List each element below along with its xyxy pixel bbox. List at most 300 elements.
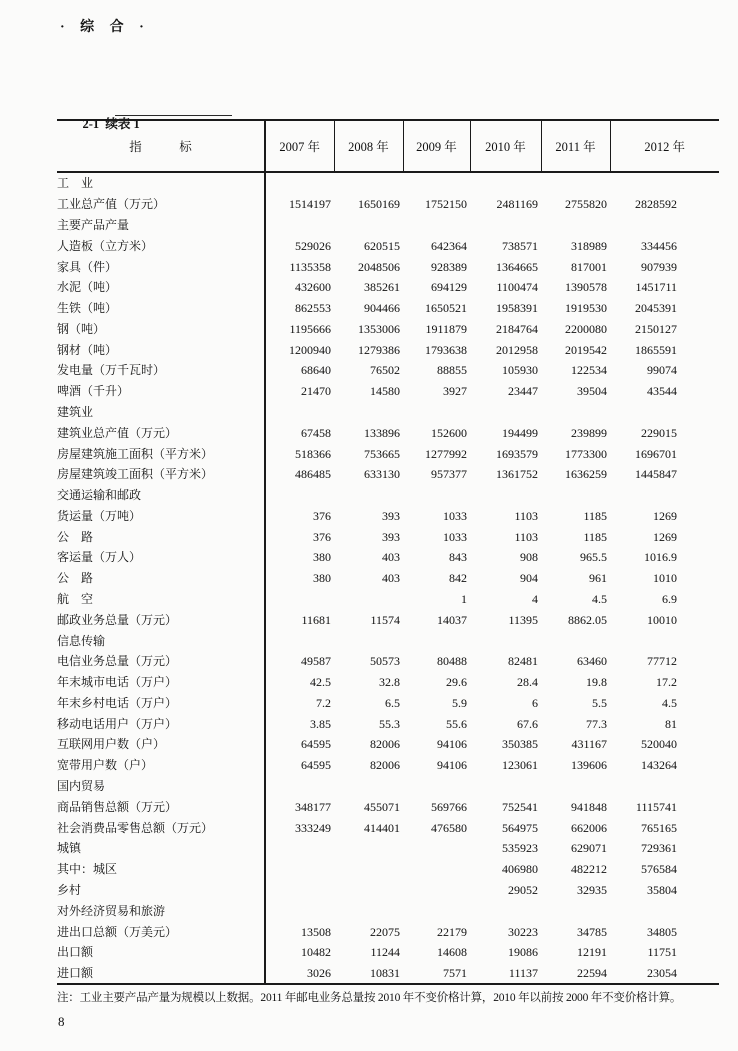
- indicator-column-header: 指 标: [57, 120, 265, 172]
- value-cell: 2481169: [496, 197, 538, 212]
- value-cell: 67.6: [517, 716, 538, 731]
- value-cell: 2828592: [635, 197, 677, 212]
- value-cell: 1269: [653, 508, 677, 523]
- value-cell: 4: [532, 592, 538, 607]
- value-cell: 965.5: [580, 550, 607, 565]
- statistics-table: [57, 119, 719, 985]
- value-cell: 376: [313, 508, 331, 523]
- value-cell: 1958391: [496, 301, 538, 316]
- value-cell: 67458: [301, 425, 331, 440]
- value-cell: 752541: [502, 799, 538, 814]
- value-cell: [610, 172, 719, 194]
- table-row: [57, 526, 719, 547]
- table-row: [57, 672, 719, 693]
- indicator-cell: 工业总产值（万元）: [57, 194, 265, 215]
- value-cell: [403, 485, 470, 506]
- value-cell: [470, 776, 541, 797]
- value-cell: [334, 215, 403, 236]
- indicator-cell: 交通运输和邮政: [57, 485, 265, 506]
- value-cell: 1277992: [425, 446, 467, 461]
- value-cell: [541, 215, 610, 236]
- indicator-cell: 社会消费品零售总额（万元）: [57, 817, 265, 838]
- value-cell: 6.5: [385, 695, 400, 710]
- value-cell: 842: [449, 571, 467, 586]
- indicator-cell: 信息传输: [57, 630, 265, 651]
- value-cell: 7.2: [316, 695, 331, 710]
- value-cell: 476580: [431, 820, 467, 835]
- value-cell: 10482: [301, 945, 331, 960]
- value-cell: 34785: [577, 924, 607, 939]
- table-row: [57, 339, 719, 360]
- value-cell: 1865591: [635, 342, 677, 357]
- value-cell: [265, 485, 334, 506]
- value-cell: 1269: [653, 529, 677, 544]
- value-cell: 1636259: [565, 467, 607, 482]
- year-column-header-2008: 2008 年: [334, 120, 403, 172]
- value-cell: 904: [520, 571, 538, 586]
- indicator-cell: 主要产品产量: [57, 215, 265, 236]
- value-cell: 14580: [370, 384, 400, 399]
- table-row: [57, 568, 719, 589]
- value-cell: 88855: [437, 363, 467, 378]
- table-row: [57, 755, 719, 776]
- value-cell: 1752150: [425, 197, 467, 212]
- indicator-cell: 水泥（吨）: [57, 277, 265, 298]
- value-cell: 576584: [641, 862, 677, 877]
- table-row: [57, 609, 719, 630]
- value-cell: 904466: [364, 301, 400, 316]
- indicator-cell: 啤酒（千升）: [57, 381, 265, 402]
- value-cell: 765165: [641, 820, 677, 835]
- value-cell: 3.85: [310, 716, 331, 731]
- value-cell: 482212: [571, 862, 607, 877]
- table-row: [57, 506, 719, 527]
- value-cell: 12191: [577, 945, 607, 960]
- value-cell: [610, 402, 719, 423]
- value-cell: 1773300: [565, 446, 607, 461]
- value-cell: 55.3: [379, 716, 400, 731]
- value-cell: 3927: [443, 384, 467, 399]
- table-row: [57, 651, 719, 672]
- value-cell: [541, 485, 610, 506]
- value-cell: 2184764: [496, 321, 538, 336]
- value-cell: 11574: [370, 612, 400, 627]
- value-cell: [265, 838, 334, 859]
- value-cell: [265, 630, 334, 651]
- value-cell: 629071: [571, 841, 607, 856]
- value-cell: 19.8: [586, 675, 607, 690]
- table-row: [57, 443, 719, 464]
- table-row: [57, 796, 719, 817]
- value-cell: [403, 838, 470, 859]
- indicator-cell: 互联网用户数（户）: [57, 734, 265, 755]
- indicator-cell: 其中：城区: [57, 859, 265, 880]
- table-row: [57, 713, 719, 734]
- value-cell: 229015: [641, 425, 677, 440]
- value-cell: 14037: [437, 612, 467, 627]
- value-cell: 1135358: [289, 259, 331, 274]
- indicator-cell: 城镇: [57, 838, 265, 859]
- value-cell: 1650169: [358, 197, 400, 212]
- indicator-cell: 航 空: [57, 589, 265, 610]
- value-cell: 694129: [431, 280, 467, 295]
- value-cell: 152600: [431, 425, 467, 440]
- value-cell: 7571: [443, 966, 467, 981]
- value-cell: 76502: [370, 363, 400, 378]
- value-cell: 380: [313, 571, 331, 586]
- value-cell: [403, 859, 470, 880]
- table-row: [57, 464, 719, 485]
- value-cell: 569766: [431, 799, 467, 814]
- value-cell: 55.6: [446, 716, 467, 731]
- indicator-cell: 生铁（吨）: [57, 298, 265, 319]
- value-cell: 64595: [301, 758, 331, 773]
- value-cell: 350385: [502, 737, 538, 752]
- table-row: [57, 194, 719, 215]
- table-row: [57, 422, 719, 443]
- value-cell: [334, 172, 403, 194]
- value-cell: 1185: [583, 508, 607, 523]
- value-cell: 318989: [571, 238, 607, 253]
- value-cell: [265, 900, 334, 921]
- value-cell: 957377: [431, 467, 467, 482]
- value-cell: [334, 880, 403, 901]
- value-cell: 843: [449, 550, 467, 565]
- value-cell: 2012958: [496, 342, 538, 357]
- value-cell: [470, 900, 541, 921]
- value-cell: 642364: [431, 238, 467, 253]
- indicator-cell: 年末乡村电话（万户）: [57, 693, 265, 714]
- value-cell: [470, 215, 541, 236]
- table-body: [57, 172, 719, 984]
- year-column-header-2007: 2007 年: [265, 120, 334, 172]
- value-cell: 403: [382, 571, 400, 586]
- value-cell: 49587: [301, 654, 331, 669]
- value-cell: [265, 776, 334, 797]
- value-cell: 1115741: [635, 799, 677, 814]
- value-cell: 385261: [364, 280, 400, 295]
- value-cell: [403, 900, 470, 921]
- page-header: · 综 合 ·: [60, 20, 150, 35]
- value-cell: 94106: [437, 758, 467, 773]
- table-row: [57, 381, 719, 402]
- table-row: [57, 880, 719, 901]
- value-cell: [541, 776, 610, 797]
- indicator-cell: 公 路: [57, 526, 265, 547]
- value-cell: 455071: [364, 799, 400, 814]
- year-column-header-2009: 2009 年: [403, 120, 470, 172]
- value-cell: 2200080: [565, 321, 607, 336]
- value-cell: 564975: [502, 820, 538, 835]
- value-cell: 738571: [502, 238, 538, 253]
- table-row: [57, 838, 719, 859]
- value-cell: 35804: [647, 882, 677, 897]
- value-cell: 43544: [647, 384, 677, 399]
- value-cell: 518366: [295, 446, 331, 461]
- value-cell: 1016.9: [644, 550, 677, 565]
- value-cell: [334, 630, 403, 651]
- value-cell: [265, 215, 334, 236]
- value-cell: 403: [382, 550, 400, 565]
- table-row: [57, 817, 719, 838]
- indicator-cell: 家具（件）: [57, 256, 265, 277]
- value-cell: 1361752: [496, 467, 538, 482]
- value-cell: 1353006: [358, 321, 400, 336]
- indicator-cell: 发电量（万千瓦时）: [57, 360, 265, 381]
- value-cell: 63460: [577, 654, 607, 669]
- indicator-cell: 房屋建筑施工面积（平方米）: [57, 443, 265, 464]
- value-cell: 133896: [364, 425, 400, 440]
- value-cell: 82006: [370, 758, 400, 773]
- value-cell: [610, 215, 719, 236]
- value-cell: [470, 402, 541, 423]
- value-cell: [265, 402, 334, 423]
- value-cell: 928389: [431, 259, 467, 274]
- value-cell: 6: [532, 695, 538, 710]
- value-cell: 432600: [295, 280, 331, 295]
- indicator-cell: 人造板（立方米）: [57, 235, 265, 256]
- value-cell: [403, 402, 470, 423]
- value-cell: 21470: [301, 384, 331, 399]
- value-cell: 139606: [571, 758, 607, 773]
- value-cell: 1650521: [425, 301, 467, 316]
- year-column-header-2010: 2010 年: [470, 120, 541, 172]
- value-cell: 1364665: [496, 259, 538, 274]
- indicator-cell: 货运量（万吨）: [57, 506, 265, 527]
- value-cell: 1103: [514, 529, 538, 544]
- table-row: [57, 298, 719, 319]
- value-cell: 941848: [571, 799, 607, 814]
- value-cell: 1033: [443, 508, 467, 523]
- value-cell: 11137: [508, 966, 538, 981]
- value-cell: 39504: [577, 384, 607, 399]
- value-cell: 662006: [571, 820, 607, 835]
- value-cell: 1793638: [425, 342, 467, 357]
- value-cell: 22075: [370, 924, 400, 939]
- value-cell: 14608: [437, 945, 467, 960]
- value-cell: 10010: [647, 612, 677, 627]
- value-cell: 393: [382, 529, 400, 544]
- value-cell: 2150127: [635, 321, 677, 336]
- section-row: [57, 776, 719, 797]
- value-cell: 122534: [571, 363, 607, 378]
- value-cell: 535923: [502, 841, 538, 856]
- value-cell: 77.3: [586, 716, 607, 731]
- value-cell: 1100474: [496, 280, 538, 295]
- table-row: [57, 547, 719, 568]
- value-cell: [470, 630, 541, 651]
- value-cell: 333249: [295, 820, 331, 835]
- value-cell: 907939: [641, 259, 677, 274]
- value-cell: 1103: [514, 508, 538, 523]
- table-label-underline: [115, 115, 232, 116]
- value-cell: 1919530: [565, 301, 607, 316]
- value-cell: [265, 172, 334, 194]
- value-cell: 4.5: [592, 592, 607, 607]
- value-cell: 17.2: [656, 675, 677, 690]
- value-cell: [541, 172, 610, 194]
- value-cell: 6.9: [662, 592, 677, 607]
- value-cell: [541, 630, 610, 651]
- year-column-header-2012: 2012 年: [610, 120, 719, 172]
- table-row: [57, 859, 719, 880]
- value-cell: 32.8: [379, 675, 400, 690]
- indicator-cell: 宽带用户数（户）: [57, 755, 265, 776]
- value-cell: 753665: [364, 446, 400, 461]
- value-cell: 1200940: [289, 342, 331, 357]
- value-cell: 2019542: [565, 342, 607, 357]
- indicator-cell: 电信业务总量（万元）: [57, 651, 265, 672]
- value-cell: [334, 402, 403, 423]
- table-row: [57, 256, 719, 277]
- value-cell: 32935: [577, 882, 607, 897]
- value-cell: 81: [665, 716, 677, 731]
- table-row: [57, 318, 719, 339]
- value-cell: [265, 859, 334, 880]
- year-column-header-2011: 2011 年: [541, 120, 610, 172]
- indicator-cell: 年末城市电话（万户）: [57, 672, 265, 693]
- section-row: [57, 900, 719, 921]
- value-cell: 11681: [301, 612, 331, 627]
- value-cell: [334, 859, 403, 880]
- value-cell: 23447: [508, 384, 538, 399]
- value-cell: [470, 485, 541, 506]
- value-cell: 64595: [301, 737, 331, 752]
- indicator-cell: 移动电话用户（万户）: [57, 713, 265, 734]
- value-cell: 42.5: [310, 675, 331, 690]
- value-cell: 334456: [641, 238, 677, 253]
- indicator-cell: 钢材（吨）: [57, 339, 265, 360]
- value-cell: 29052: [508, 882, 538, 897]
- value-cell: 486485: [295, 467, 331, 482]
- value-cell: 29.6: [446, 675, 467, 690]
- value-cell: 1693579: [496, 446, 538, 461]
- table-header-row: [57, 120, 719, 172]
- table-row: [57, 963, 719, 985]
- value-cell: 99074: [647, 363, 677, 378]
- value-cell: 431167: [571, 737, 607, 752]
- value-cell: 28.4: [517, 675, 538, 690]
- value-cell: [403, 172, 470, 194]
- table-row: [57, 589, 719, 610]
- value-cell: 34805: [647, 924, 677, 939]
- value-cell: 620515: [364, 238, 400, 253]
- value-cell: 908: [520, 550, 538, 565]
- value-cell: 1279386: [358, 342, 400, 357]
- value-cell: [403, 215, 470, 236]
- footnote: 注：工业主要产品产量为规模以上数据。2011 年邮电业务总量按 2010 年不变价格计算，2010 年以前按 2000 年不变价格计算。: [57, 992, 682, 1004]
- indicator-cell: 客运量（万人）: [57, 547, 265, 568]
- value-cell: 3026: [307, 966, 331, 981]
- value-cell: [610, 900, 719, 921]
- value-cell: 862553: [295, 301, 331, 316]
- value-cell: 8862.05: [568, 612, 607, 627]
- value-cell: [403, 880, 470, 901]
- value-cell: 5.5: [592, 695, 607, 710]
- value-cell: [334, 900, 403, 921]
- value-cell: 1451711: [635, 280, 677, 295]
- value-cell: [541, 402, 610, 423]
- value-cell: 11244: [370, 945, 400, 960]
- indicator-cell: 邮政业务总量（万元）: [57, 609, 265, 630]
- value-cell: 961: [589, 571, 607, 586]
- value-cell: 68640: [301, 363, 331, 378]
- value-cell: 1185: [583, 529, 607, 544]
- value-cell: [334, 776, 403, 797]
- value-cell: 817001: [571, 259, 607, 274]
- indicator-cell: 钢（吨）: [57, 318, 265, 339]
- value-cell: [403, 776, 470, 797]
- indicator-cell: 公 路: [57, 568, 265, 589]
- value-cell: 5.9: [452, 695, 467, 710]
- value-cell: 529026: [295, 238, 331, 253]
- section-row: [57, 630, 719, 651]
- value-cell: 105930: [502, 363, 538, 378]
- value-cell: 194499: [502, 425, 538, 440]
- indicator-cell: 建筑业: [57, 402, 265, 423]
- value-cell: 239899: [571, 425, 607, 440]
- value-cell: 22179: [437, 924, 467, 939]
- value-cell: [541, 900, 610, 921]
- value-cell: 82006: [370, 737, 400, 752]
- value-cell: 80488: [437, 654, 467, 669]
- value-cell: 30223: [508, 924, 538, 939]
- indicator-cell: 对外经济贸易和旅游: [57, 900, 265, 921]
- value-cell: 1033: [443, 529, 467, 544]
- value-cell: [610, 776, 719, 797]
- value-cell: 13508: [301, 924, 331, 939]
- table-row: [57, 277, 719, 298]
- value-cell: 22594: [577, 966, 607, 981]
- table-row: [57, 693, 719, 714]
- value-cell: 19086: [508, 945, 538, 960]
- value-cell: 1696701: [635, 446, 677, 461]
- value-cell: 1: [461, 592, 467, 607]
- value-cell: 123061: [502, 758, 538, 773]
- value-cell: [610, 485, 719, 506]
- table-row: [57, 921, 719, 942]
- value-cell: [265, 880, 334, 901]
- table-row: [57, 360, 719, 381]
- value-cell: 1195666: [289, 321, 331, 336]
- value-cell: 729361: [641, 841, 677, 856]
- value-cell: 2045391: [635, 301, 677, 316]
- indicator-cell: 房屋建筑竣工面积（平方米）: [57, 464, 265, 485]
- indicator-cell: 出口额: [57, 942, 265, 963]
- value-cell: [334, 838, 403, 859]
- value-cell: 414401: [364, 820, 400, 835]
- value-cell: 143264: [641, 758, 677, 773]
- value-cell: 633130: [364, 467, 400, 482]
- value-cell: 1445847: [635, 467, 677, 482]
- page-number: 8: [58, 1014, 65, 1029]
- section-row: [57, 402, 719, 423]
- table-label-text: 2-1 续表 1: [82, 117, 140, 131]
- section-row: [57, 485, 719, 506]
- value-cell: [334, 589, 403, 610]
- indicator-cell: 进口额: [57, 963, 265, 985]
- value-cell: 94106: [437, 737, 467, 752]
- table-row: [57, 734, 719, 755]
- value-cell: 376: [313, 529, 331, 544]
- table-row: [57, 235, 719, 256]
- value-cell: 77712: [647, 654, 677, 669]
- value-cell: 10831: [370, 966, 400, 981]
- value-cell: 406980: [502, 862, 538, 877]
- section-row: [57, 172, 719, 194]
- value-cell: 11751: [647, 945, 677, 960]
- value-cell: 1911879: [425, 321, 467, 336]
